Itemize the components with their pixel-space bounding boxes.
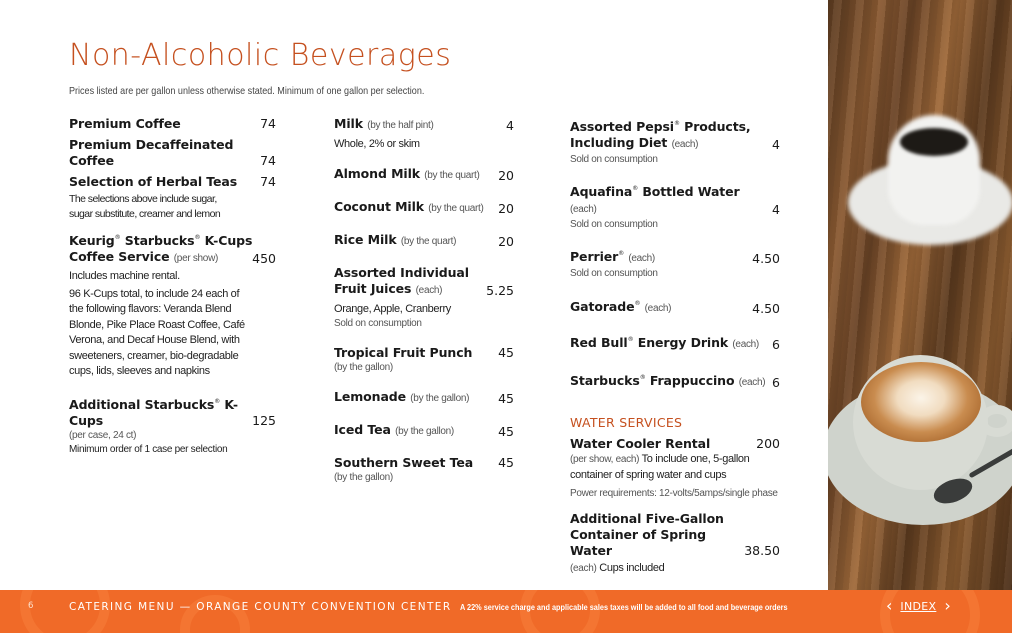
item-name [570,246,655,267]
item-description: Whole, 2% or skim [334,138,420,150]
item-price: 45 [498,424,514,439]
menu-item-fruit-punch [334,345,514,375]
item-price: 6 [772,337,780,352]
menu-item-herbal-teas [69,174,276,222]
item-price: 6 [772,375,780,390]
item-note: Sold on consumption [334,318,422,329]
item-price: 20 [498,200,514,216]
index-link[interactable]: INDEX [900,599,937,613]
page-number: 6 [28,601,34,611]
name-text: Bottled Water [638,184,740,199]
service-charge-note: A 22% service charge and applicable sales taxes will be added to all food and beverage orders [460,602,788,612]
name-text: Iced Tea [334,422,391,437]
name-text: Including Diet [570,135,668,150]
index-navigation [886,597,951,615]
menu-item-gatorade [570,296,780,317]
name-text: Starbucks [570,373,640,388]
item-name [334,232,456,250]
item-unit: (each) [628,253,655,264]
name-text: Starbucks [120,233,195,248]
column-sodas-water [570,116,780,577]
item-price: 5.25 [486,282,514,298]
item-unit: (by the quart) [428,202,484,214]
menu-item-rice-milk [334,232,514,250]
page-title: Non-Alcoholic Beverages [69,38,452,73]
item-price: 4 [772,202,780,217]
item-name [334,422,454,440]
item-name-line2: Container of Spring Water [570,527,706,558]
item-unit: (each) [644,303,672,314]
item-note: Sold on consumption [570,268,658,279]
name-text: Rice Milk [334,231,397,247]
name-text: Perrier [570,249,619,264]
column-milk-juice [334,116,514,485]
menu-item-milk [334,116,514,153]
item-description [570,452,755,483]
menu-item-coconut-milk [334,199,514,217]
item-name [570,370,765,391]
name-text: K-Cups [69,396,239,428]
menu-item-aquafina [570,181,780,232]
item-price: 45 [498,455,514,470]
item-name: Assorted Individual [334,264,469,280]
item-price: 20 [498,167,514,183]
item-price: 4.50 [752,251,780,266]
item-description: The selections above include sugar, sugar substitute, creamer and lemon [69,193,221,220]
item-name [570,332,759,353]
name-text: Assorted Pepsi [570,119,674,134]
item-note: Minimum order of 1 case per selection [69,443,228,455]
item-description: 96 K-Cups total, to include 24 each of the following flavors: Veranda Blend Blonde, Pike Place Roast Coffee, Café Verona, and Decaf House Blend, with sweeteners, creamer, bio-degradable cups, lids, sleeves and napkins [69,287,245,377]
item-unit: (by the gallon) [410,393,470,404]
item-unit: (per show) [173,253,219,264]
registered-mark: ® [639,374,646,381]
menu-item-frappuccino [570,370,780,391]
name-text: Products, [679,119,751,134]
name-text: Coconut Milk [334,198,425,214]
chevron-right-icon[interactable]: › [944,596,951,615]
section-heading-water-services: WATER SERVICES [570,415,683,430]
item-unit: (each) [738,377,766,388]
footer-title: CATERING MENU — ORANGE COUNTY CONVENTION CENTER [69,601,452,613]
menu-item-pepsi [570,116,780,167]
item-unit: (per case, 24 ct) [69,429,137,441]
name-text: Gatorade [570,299,635,314]
menu-item-five-gallon-container [570,511,780,577]
item-unit: (each) [415,284,443,296]
menu-item-premium-coffee [69,116,276,132]
item-note: Sold on consumption [570,219,658,230]
item-name: Selection of Herbal Teas [69,174,238,189]
item-name [69,394,246,429]
name-text: Milk [334,116,363,131]
name-text: Almond Milk [334,165,420,181]
item-name: Water Cooler Rental [570,436,711,451]
name-text: K-Cups [200,233,253,248]
name-text: Coffee Service [69,249,170,264]
menu-item-decaf-coffee [69,137,276,169]
item-name [570,181,766,218]
item-unit: (each) [732,339,759,350]
item-name [570,296,671,317]
item-price: 20 [498,233,514,249]
menu-item-additional-kcups [69,394,276,457]
item-price: 4 [772,137,780,152]
menu-item-red-bull [570,332,780,353]
item-price: 4 [506,118,514,133]
menu-item-perrier [570,246,780,281]
description-text: To include one, 5-gallon container of spring water and cups [570,453,750,481]
name-text: Energy Drink [633,335,729,350]
name-text: Keurig [69,233,115,248]
item-description: Orange, Apple, Cranberry [334,302,451,315]
registered-mark: ® [632,185,639,192]
item-unit: (by the quart) [424,169,480,181]
name-text: Fruit Juices [334,280,412,296]
footer-bar [0,590,1012,633]
item-price: 125 [252,412,276,428]
black-coffee [900,128,968,156]
name-text: Additional Starbucks [69,396,215,412]
item-note: Sold on consumption [570,154,658,165]
item-name [334,116,434,134]
item-name-line2 [570,135,698,153]
item-unit: (per show, each) [570,454,640,465]
item-price: 45 [498,345,514,360]
registered-mark: ® [634,300,641,307]
description-text: Cups included [599,562,665,574]
registered-mark: ® [627,336,634,343]
latte-art [861,362,981,442]
menu-item-almond-milk [334,166,514,184]
item-price: 45 [498,391,514,406]
item-name: Tropical Fruit Punch [334,345,473,360]
column-coffee-tea [69,116,276,457]
menu-item-water-cooler [570,436,780,501]
coffee-cups-photo [828,0,1012,590]
menu-item-keurig-service [69,230,276,380]
item-name [334,199,484,217]
menu-item-sweet-tea [334,455,514,485]
item-name-line2 [69,249,218,267]
item-name: Premium Decaffeinated Coffee [69,137,234,168]
item-unit: (by the gallon) [334,362,393,373]
item-unit: (each) [671,139,699,150]
registered-mark: ® [114,234,121,241]
item-name-line2 [334,281,442,299]
menu-item-iced-tea [334,422,514,440]
registered-mark: ® [194,234,201,241]
item-price: 4.50 [752,301,780,316]
item-price: 38.50 [744,543,780,558]
item-price: 74 [260,116,276,131]
page-subtitle: Prices listed are per gallon unless otherwise stated. Minimum of one gallon per selection. [69,85,425,97]
item-unit: (by the half pint) [367,120,434,131]
item-price: 74 [260,153,276,168]
item-name [334,166,480,184]
item-name: Southern Sweet Tea [334,455,474,470]
item-unit: (by the gallon) [334,472,393,483]
item-unit: (each) [570,204,597,215]
registered-mark: ® [673,120,680,127]
item-unit: (by the quart) [400,235,457,247]
item-description: Includes machine rental. [69,270,180,282]
item-description [570,561,780,577]
menu-item-fruit-juices [334,265,514,332]
item-name [69,230,276,249]
item-unit: (by the gallon) [395,426,454,437]
name-text: Frappuccino [645,373,735,388]
name-text: Aquafina [570,184,633,199]
item-name [334,389,469,407]
name-text: Red Bull [570,335,628,350]
chevron-left-icon[interactable]: ‹ [886,596,893,615]
registered-mark: ® [618,250,625,257]
item-price: 200 [756,436,780,451]
item-name: Additional Five-Gallon [570,511,724,526]
item-price: 74 [260,174,276,189]
item-price: 450 [252,251,276,266]
registered-mark: ® [214,397,221,405]
item-name: Premium Coffee [69,116,181,131]
name-text: Lemonade [334,389,407,404]
item-name [570,116,780,135]
item-unit: (each) [570,563,597,574]
menu-item-lemonade [334,389,514,407]
item-note: Power requirements: 12-volts/5amps/single phase [570,488,778,499]
